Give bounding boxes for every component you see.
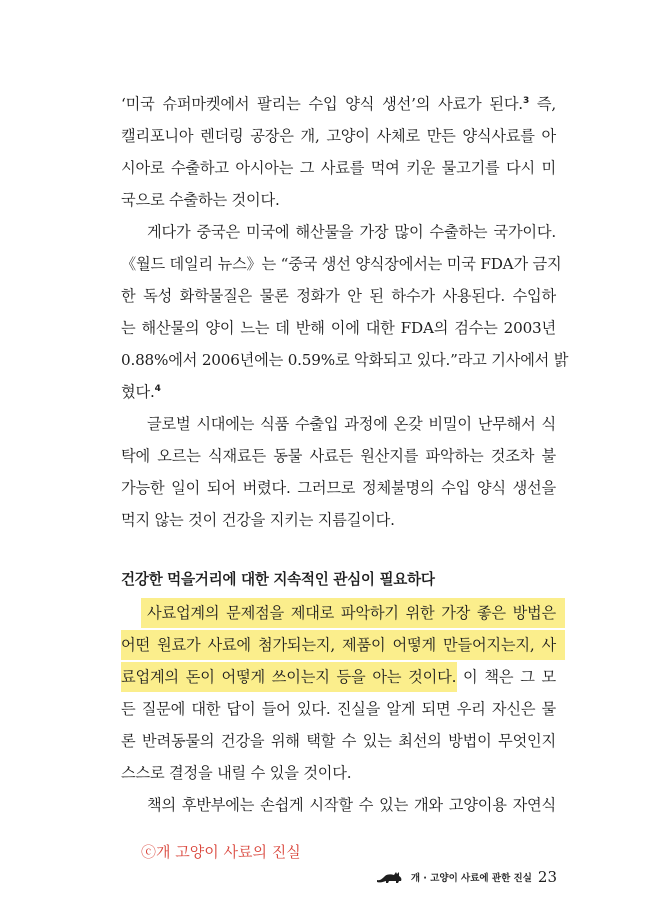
text-line [121,378,556,406]
text-line: 가능한 일이 되어 버렸다. 그러므로 정체불명의 수입 양식 생선을 [121,479,556,497]
text-line: 캘리포니아 렌더링 공장은 개, 고양이 사체로 만든 양식사료를 아 [121,127,556,145]
running-title: 개 · 고양이 사료에 관한 진실 [410,873,532,884]
section-heading: 건강한 먹을거리에 대한 지속적인 관심이 필요하다 [121,571,435,588]
text-segment: 혔다. [121,383,155,401]
watermark-text: ⓒ개 고양이 사료의 진실 [141,843,301,861]
text-line: 든 질문에 대한 답이 들어 있다. 진실을 알게 되면 우리 자신은 물 [121,700,556,718]
text-segment: ‘미국 슈퍼마켓에서 팔리는 수입 양식 생선’의 사료가 된다. [121,95,523,113]
page-footer [375,864,557,890]
text-line: 는 해산물의 양이 느는 데 반해 이에 대한 FDA의 검수는 2003년 [121,319,556,337]
footnote-ref: 3 [522,96,529,106]
cat-icon [375,865,405,889]
text-line: 책의 후반부에는 손쉽게 시작할 수 있는 개와 고양이용 자연식 [147,796,556,814]
text-line: 탁에 오르는 식재료든 동물 사료든 원산지를 파악하는 것조차 불 [121,447,556,465]
text-line: 스스로 결정을 내릴 수 있을 것이다. [121,764,352,782]
text-segment: 즉, [529,95,556,113]
text-line [121,663,556,691]
text-line: 0.88%에서 2006년에는 0.59%로 악화되고 있다.”라고 기사에서 밝 [121,351,569,369]
highlighted-text-line: 사료업계의 문제점을 제대로 파악하기 위한 가장 좋은 방법은 [147,604,556,622]
text-line [121,90,556,118]
text-line: 게다가 중국은 미국에 해산물을 가장 많이 수출하는 국가이다. [147,223,556,241]
text-line: 《월드 데일리 뉴스》는 “중국 생선 양식장에서는 미국 FDA가 금지 [121,255,562,273]
text-line: 글로벌 시대에는 식품 수출입 과정에 온갖 비밀이 난무해서 식 [147,415,556,433]
text-line: 한 독성 화학물질은 물론 정화가 안 된 하수가 사용된다. 수입하 [121,287,556,305]
page-number: 23 [537,868,557,886]
text-line: 국으로 수출하는 것이다. [121,191,280,209]
text-line: 론 반려동물의 건강을 위해 택할 수 있는 최선의 방법이 무엇인지 [121,732,556,750]
text-line: 시아로 수출하고 아시아는 그 사료를 먹여 키운 물고기를 다시 미 [121,159,556,177]
highlighted-text-line: 어떤 원료가 사료에 첨가되는지, 제품이 어떻게 만들어지는지, 사 [121,636,556,654]
highlighted-text-segment: 료업계의 돈이 어떻게 쓰이는지 등을 아는 것이다. [121,668,457,686]
text-line: 먹지 않는 것이 건강을 지키는 지름길이다. [121,511,395,529]
footnote-ref: 4 [154,384,161,394]
text-segment: 이 책은 그 모 [456,668,556,686]
